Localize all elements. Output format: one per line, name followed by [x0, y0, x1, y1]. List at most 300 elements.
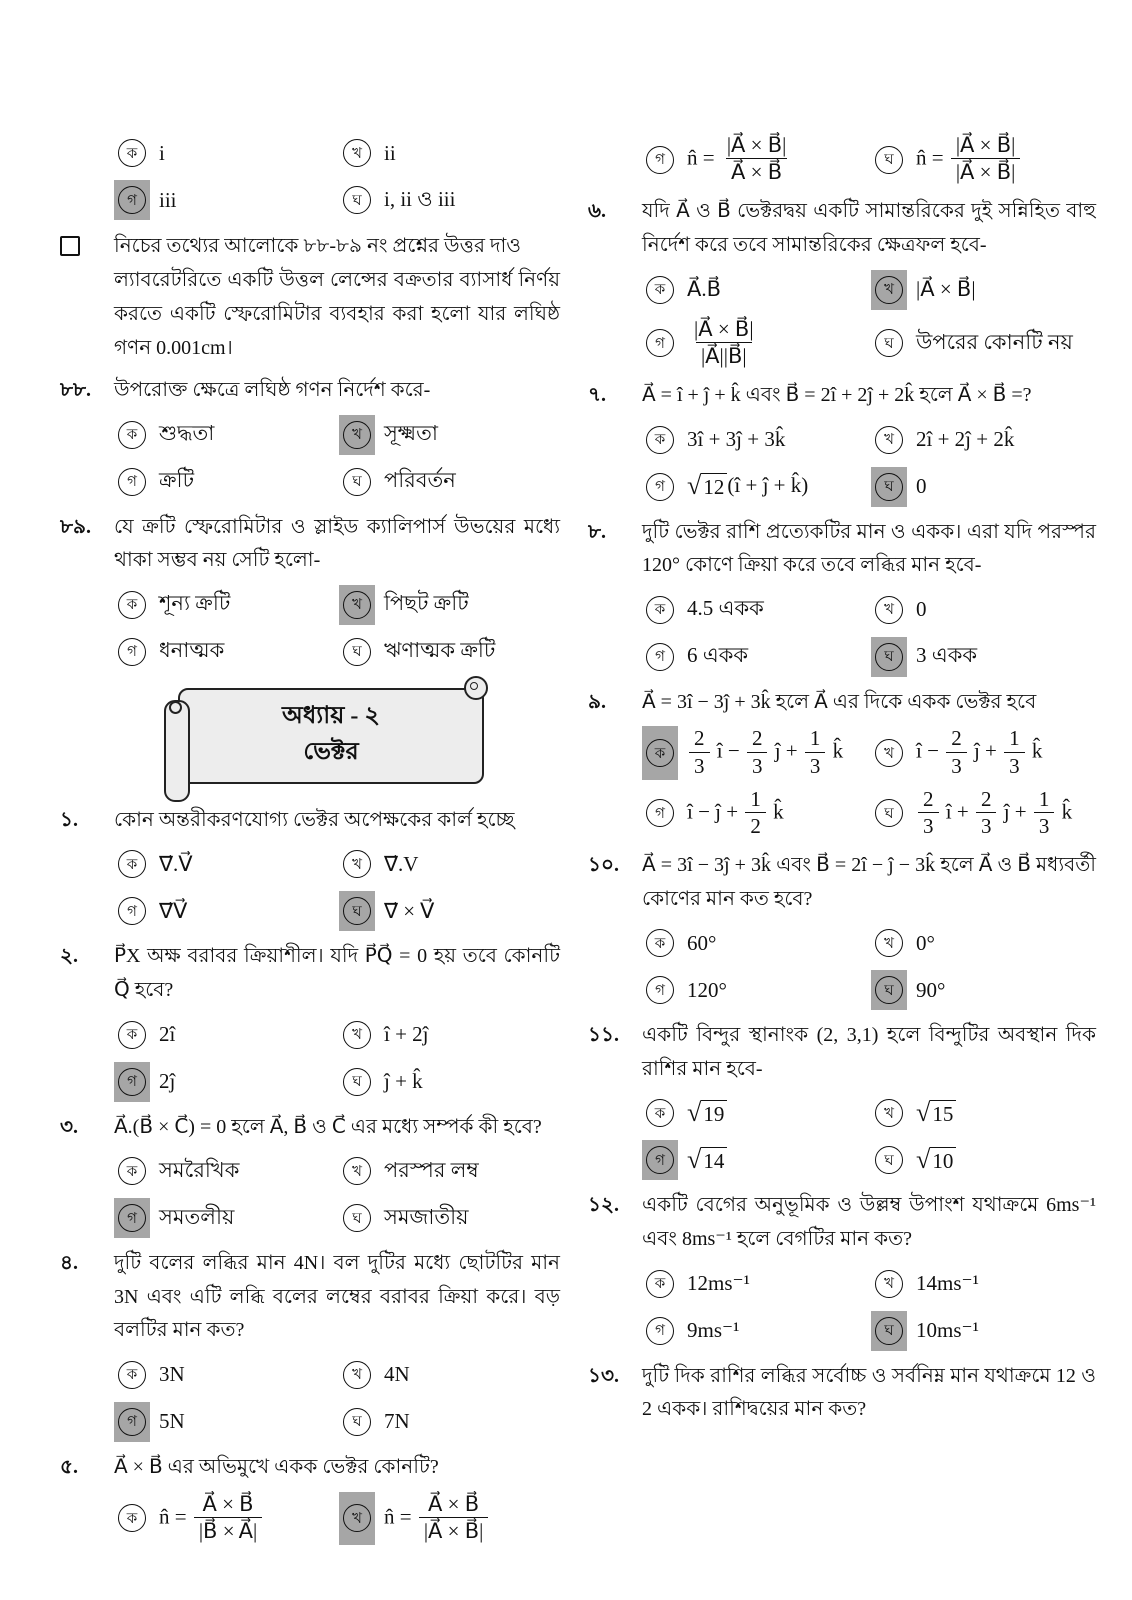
option	[339, 1355, 560, 1395]
sqrt-radicand: √ 10	[930, 1147, 956, 1174]
option-content	[159, 587, 230, 622]
option-letter: খ	[875, 596, 903, 624]
math-text: সমতলীয়	[159, 1204, 235, 1229]
question-number	[60, 126, 114, 220]
option-content	[687, 1147, 727, 1175]
option-content	[687, 931, 716, 956]
question-statement	[114, 940, 560, 1007]
option	[114, 1015, 335, 1055]
question-block	[588, 516, 1096, 677]
option-marker	[339, 844, 375, 884]
question-block	[588, 1360, 1096, 1427]
option-marker	[339, 1062, 375, 1102]
answer-highlight	[339, 891, 375, 931]
option	[114, 1492, 335, 1545]
option-content	[159, 1409, 185, 1434]
option-content	[687, 592, 764, 627]
option-content	[159, 634, 224, 669]
option	[642, 787, 867, 840]
fraction	[951, 133, 1021, 186]
question-number: ৮৯.	[60, 515, 91, 538]
question-number: ৮৮.	[60, 379, 91, 401]
question-body	[114, 374, 560, 502]
option	[642, 467, 867, 507]
option	[642, 590, 867, 630]
option	[871, 467, 1096, 507]
question-block	[588, 195, 1096, 370]
math-text: A⃗.B⃗	[687, 277, 722, 302]
options-grid	[642, 133, 1096, 186]
fraction-denominator: |A⃗||B⃗|	[696, 342, 752, 370]
fraction	[976, 787, 997, 840]
fraction	[747, 726, 768, 779]
option	[339, 1402, 560, 1442]
math-text: ∇⃗.V	[384, 851, 419, 876]
option	[642, 970, 867, 1010]
math-text: P⃗X অক্ষ বরাবর ক্রিয়াশীল। যদি P⃗Q⃗ = 0 হয় তবে কোনটি Q⃗ হবে?	[114, 945, 560, 1001]
option-letter: গ	[646, 1146, 674, 1174]
math-text: 12ms⁻¹	[687, 1271, 750, 1296]
math-text: শুদ্ধতা	[159, 421, 215, 446]
math-text: n̂ =	[916, 145, 949, 170]
option-marker	[114, 844, 150, 884]
options-grid	[642, 590, 1096, 677]
note-body	[114, 229, 560, 365]
fraction-denominator: 3	[689, 752, 710, 780]
math-text: ĵ +	[769, 738, 803, 763]
math-text: উপরোক্ত ক্ষেত্রে লঘিষ্ঠ গণন নির্দেশ করে-	[114, 379, 431, 401]
option	[642, 270, 867, 310]
option	[871, 1311, 1096, 1351]
note-heading: নিচের তথ্যের আলোকে ৮৮-৮৯ নং প্রশ্নের উত্তর দাও	[114, 235, 521, 257]
sqrt-expression	[916, 1100, 956, 1127]
option	[114, 1402, 335, 1442]
option-content	[916, 597, 927, 622]
math-text: A⃗ = 3î − 3ĵ + 3k̂ এবং B⃗ = 2î − ĵ − 3k̂ হলে A⃗ ও B⃗ মধ্যবর্তী কোণের মান কত হবে?	[642, 854, 1096, 910]
question-block	[588, 849, 1096, 1010]
math-text: A⃗.(B⃗ × C⃗) = 0 হলে A⃗, B⃗ ও C⃗ এর মধ্যে সম্পর্ক কী হবে?	[114, 1115, 542, 1138]
option-content	[687, 133, 793, 186]
option-marker	[642, 467, 678, 507]
option-letter: ক	[646, 426, 674, 454]
option-marker	[114, 1492, 150, 1545]
options-grid	[114, 133, 560, 220]
fraction	[946, 726, 967, 779]
option-marker	[871, 420, 907, 460]
question-statement	[114, 374, 560, 408]
question-body	[114, 940, 560, 1101]
option-marker	[642, 133, 678, 186]
fraction-denominator: |A⃗ × B⃗|	[419, 1517, 489, 1545]
option-marker	[871, 726, 907, 779]
option-letter: ঘ	[875, 329, 903, 357]
math-text: 2î + 2ĵ + 2k̂	[916, 427, 1015, 452]
option-marker	[339, 1151, 375, 1191]
option-marker	[871, 133, 907, 186]
question-statement	[114, 511, 560, 578]
option-content	[916, 1271, 979, 1296]
option-marker	[642, 787, 678, 840]
option	[339, 133, 560, 173]
math-text: î +	[940, 799, 974, 824]
option	[339, 462, 560, 502]
math-text: 10ms⁻¹	[916, 1318, 979, 1343]
option-marker	[114, 1015, 150, 1055]
fraction	[918, 787, 939, 840]
math-text: 7N	[384, 1409, 410, 1434]
question-number: ৯.	[588, 690, 606, 713]
question-block	[60, 940, 560, 1101]
question-number: ১৩.	[588, 1364, 619, 1387]
math-text: যে ক্রটি স্ফেরোমিটার ও স্লাইড ক্যালিপার্স উভয়ের মধ্যে থাকা সম্ভব নয় সেটি হলো-	[114, 515, 560, 572]
option	[871, 317, 1096, 370]
option-marker	[642, 637, 678, 677]
option-content	[916, 277, 976, 302]
question-body	[642, 126, 1096, 186]
math-text: 0	[916, 474, 927, 499]
option	[871, 1140, 1096, 1180]
question-body	[642, 379, 1096, 507]
option	[871, 1264, 1096, 1304]
question-statement	[642, 195, 1096, 262]
sqrt-radicand: √ 19	[701, 1100, 727, 1127]
math-text: দুটি বলের লব্ধির মান 4N। বল দুটির মধ্যে ছোটটির মান 3N এবং এটি লব্ধি বলের লম্বের বরাবর ক্রিয়া করে। বড় বলটির মান কত?	[114, 1252, 560, 1342]
options-grid	[114, 585, 560, 672]
option-content	[687, 473, 808, 501]
question-number: ৮.	[588, 520, 606, 543]
scroll-roll	[164, 700, 190, 802]
note-text: ল্যাবরেটরিতে একটি উত্তল লেন্সের বক্রতার ব্যাসার্ধ নির্ণয় করতে একটি স্ফেরোমিটার ব্যবহার করা হলো যার লঘিষ্ঠ গণন 0.001cm।	[114, 269, 560, 359]
question-body	[642, 1360, 1096, 1427]
option-marker	[339, 180, 375, 220]
fraction-denominator: |B⃗ × A⃗|	[194, 1517, 262, 1545]
options-grid	[642, 923, 1096, 1010]
option-letter: গ	[646, 976, 674, 1004]
option	[871, 1093, 1096, 1133]
sqrt-radicand: √ 15	[930, 1100, 956, 1127]
math-text: ĵ + k̂	[384, 1069, 423, 1094]
option	[114, 133, 335, 173]
option-marker	[871, 317, 907, 370]
option-letter: গ	[118, 1068, 146, 1096]
question-number: ২.	[60, 945, 79, 968]
option-letter: গ	[118, 468, 146, 496]
fraction-numerator: 2	[951, 726, 962, 751]
question-body	[642, 516, 1096, 677]
fraction-denominator: 3	[1034, 812, 1055, 840]
question-block	[60, 374, 560, 502]
option-letter: ক	[646, 1270, 674, 1298]
option	[339, 1198, 560, 1238]
option-content	[159, 1201, 234, 1236]
math-text: 5N	[159, 1409, 185, 1434]
option	[871, 787, 1096, 840]
math-text: n̂ =	[159, 1504, 192, 1529]
fraction	[689, 726, 710, 779]
math-text: একটি বেগের অনুভূমিক ও উল্লম্ব উপাংশ যথাক্রমে 6ms⁻¹ এবং 8ms⁻¹ হলে বেগটির মান কত?	[642, 1194, 1096, 1251]
option-marker	[642, 1264, 678, 1304]
math-text: 90°	[916, 977, 946, 1002]
question-statement	[642, 849, 1096, 916]
option	[339, 1015, 560, 1055]
option	[642, 1264, 867, 1304]
math-text: 4N	[384, 1362, 410, 1387]
option-marker	[642, 590, 678, 630]
math-text: ĵ +	[998, 799, 1032, 824]
option-letter: খ	[875, 1099, 903, 1127]
question-body	[642, 1019, 1096, 1180]
question-statement	[642, 686, 1096, 720]
options-grid	[114, 1015, 560, 1102]
answer-highlight	[871, 970, 907, 1010]
option-marker	[339, 133, 375, 173]
math-text: n̂ =	[384, 1504, 417, 1529]
math-text: (î + ĵ + k̂)	[727, 472, 809, 497]
option-letter: ঘ	[343, 638, 371, 666]
sqrt-expression	[687, 1147, 727, 1174]
option	[642, 1311, 867, 1351]
option-marker	[114, 1151, 150, 1191]
option-marker	[871, 590, 907, 630]
option-content	[384, 1362, 410, 1387]
chapter-banner	[164, 688, 484, 784]
question-block	[60, 1451, 560, 1545]
fraction	[1034, 787, 1055, 840]
option-marker	[642, 970, 678, 1010]
option-letter: খ	[875, 929, 903, 957]
option-content	[384, 464, 456, 499]
option-content	[384, 1492, 490, 1545]
math-text: সূক্ষ্মতা	[384, 421, 438, 446]
math-text: উপরের কোনটি নয়	[916, 329, 1073, 354]
math-text: k̂	[1056, 799, 1073, 824]
option-content	[916, 787, 1072, 840]
question-body	[642, 686, 1096, 840]
option-letter: ঘ	[343, 1408, 371, 1436]
math-text: n̂ =	[687, 145, 720, 170]
option-letter: খ	[343, 1157, 371, 1185]
options-block	[588, 126, 1096, 186]
math-text: পিছট ক্রটি	[384, 591, 469, 616]
option-letter: ঘ	[875, 1146, 903, 1174]
option	[871, 726, 1096, 779]
question-statement	[642, 516, 1096, 583]
option-letter: ক	[646, 739, 674, 767]
option-content	[687, 639, 748, 674]
option	[642, 317, 867, 370]
answer-highlight	[871, 637, 907, 677]
sqrt-expression	[687, 473, 727, 500]
option	[871, 270, 1096, 310]
option-marker	[114, 133, 150, 173]
math-text: একটি বিন্দুর স্থানাংক (2, 3,1) হলে বিন্দুটির অবস্থান দিক রাশির মান হবে-	[642, 1024, 1096, 1080]
math-text: î − ĵ +	[687, 799, 744, 824]
option-letter: গ	[646, 146, 674, 174]
sqrt-expression	[687, 1100, 727, 1127]
option-marker	[871, 1140, 907, 1180]
math-text: 3 একক	[916, 643, 978, 668]
options-grid	[114, 1492, 560, 1545]
math-text: k̂	[767, 799, 784, 824]
math-text: 14ms⁻¹	[916, 1271, 979, 1296]
question-block	[60, 511, 560, 672]
option-marker	[871, 1093, 907, 1133]
math-text: 9ms⁻¹	[687, 1318, 740, 1343]
option-content	[159, 1492, 264, 1545]
option-marker	[642, 420, 678, 460]
question-number: ১০.	[588, 854, 619, 877]
math-text: |A⃗ × B⃗|	[916, 277, 976, 302]
option-content	[384, 183, 455, 218]
math-text: A⃗ = î + ĵ + k̂ এবং B⃗ = 2î + 2ĵ + 2k̂ হলে A⃗ × B⃗ =?	[642, 383, 1032, 406]
option	[339, 180, 560, 220]
option-marker	[339, 1198, 375, 1238]
option-letter: ক	[118, 421, 146, 449]
option-letter: খ	[343, 1361, 371, 1389]
option	[871, 637, 1096, 677]
fraction-numerator: 2	[980, 786, 992, 811]
answer-highlight	[339, 1492, 375, 1545]
question-body	[642, 195, 1096, 370]
question-body	[114, 1247, 560, 1442]
option-content	[159, 899, 187, 924]
square-bullet-icon	[60, 236, 80, 256]
option	[642, 133, 867, 186]
option	[339, 1062, 560, 1102]
option-marker	[642, 1311, 678, 1351]
question-number: ৭.	[588, 383, 607, 406]
option-content	[687, 978, 727, 1003]
option-letter: গ	[118, 186, 146, 214]
option-letter: ঘ	[875, 473, 903, 501]
math-text: ঋণাত্মক ক্রটি	[384, 638, 496, 663]
option-marker	[114, 462, 150, 502]
math-text: i, ii ও iii	[384, 186, 456, 211]
option-content	[916, 978, 945, 1003]
option	[642, 726, 867, 779]
option-letter: গ	[646, 1317, 674, 1345]
math-text: 0°	[916, 930, 935, 955]
fraction-denominator: A⃗ × B⃗	[726, 158, 787, 186]
option	[339, 1492, 560, 1545]
fraction-denominator: 3	[1004, 752, 1025, 780]
option-content	[384, 1409, 410, 1434]
option-content	[384, 852, 418, 877]
option-letter: গ	[118, 1408, 146, 1436]
math-text: পরিবর্তন	[384, 468, 456, 493]
math-text: সমজাতীয়	[384, 1204, 469, 1229]
math-text: ধনাত্মক	[159, 638, 225, 663]
option	[871, 590, 1096, 630]
scroll-curl-icon	[464, 676, 488, 700]
fraction-numerator: 2	[923, 786, 934, 811]
option-letter: ক	[118, 850, 146, 878]
option-letter: গ	[646, 329, 674, 357]
math-text: A⃗ = 3î − 3ĵ + 3k̂ হলে A⃗ এর দিকে একক ভেক্টর হবে	[642, 690, 1037, 713]
option-content	[384, 899, 434, 924]
fraction-numerator: |A⃗ × B⃗|	[726, 133, 787, 157]
fraction-denominator: 3	[918, 812, 939, 840]
option-letter: ক	[118, 1361, 146, 1389]
option-letter: খ	[343, 421, 371, 449]
math-text: î + 2ĵ	[384, 1022, 429, 1047]
option-marker	[642, 317, 678, 370]
math-text: যদি A⃗ ও B⃗ ভেক্টরদ্বয় একটি সামান্তরিকের দুই সন্নিহিত বাহু নির্দেশ করে তবে সামান্তরিকের ক্ষেত্রফল হবে-	[642, 200, 1096, 256]
option	[871, 420, 1096, 460]
math-text: 0	[916, 597, 927, 622]
question-block	[60, 1111, 560, 1239]
option-letter: ক	[646, 276, 674, 304]
math-text: পরস্পর লম্ব	[384, 1157, 479, 1182]
math-text: i	[159, 140, 165, 165]
question-statement	[114, 804, 560, 838]
option-letter: ঘ	[875, 643, 903, 671]
options-grid	[642, 1093, 1096, 1180]
option-marker	[339, 1015, 375, 1055]
math-text: ∇⃗.V⃗	[159, 851, 193, 876]
option-content	[159, 1022, 175, 1047]
question-body	[114, 1111, 560, 1239]
option	[339, 891, 560, 931]
banner-chapter-name: ভেক্টর	[303, 738, 359, 765]
math-text: শূন্য ক্রটি	[159, 591, 231, 616]
option-letter: ঘ	[875, 799, 903, 827]
option-letter: গ	[646, 643, 674, 671]
option-content	[384, 1201, 469, 1236]
option-content	[384, 1022, 429, 1047]
option-letter: ঘ	[343, 186, 371, 214]
option-content	[687, 427, 785, 452]
sqrt-radicand: √ 14	[701, 1147, 727, 1174]
option-content	[159, 188, 177, 213]
note-bullet	[60, 229, 114, 365]
two-column-layout	[60, 126, 1096, 1554]
math-text: î −	[711, 738, 745, 763]
answer-highlight	[114, 1062, 150, 1102]
option-content	[916, 1318, 979, 1343]
question-statement	[642, 1360, 1096, 1427]
option-content	[159, 141, 165, 166]
fraction-denominator: 3	[747, 752, 768, 780]
option	[642, 1093, 867, 1133]
option-content	[916, 1147, 956, 1175]
option-letter: ক	[118, 1157, 146, 1185]
math-text: k̂	[1026, 738, 1043, 763]
option-letter: খ	[875, 426, 903, 454]
option	[871, 970, 1096, 1010]
option-letter: খ	[875, 739, 903, 767]
question-body	[114, 804, 560, 932]
option-letter: খ	[343, 850, 371, 878]
fraction-denominator: |A⃗ × B⃗|	[951, 158, 1021, 186]
option-letter: গ	[118, 1204, 146, 1232]
option-letter: গ	[646, 799, 674, 827]
answer-highlight	[642, 726, 678, 779]
option-content	[687, 726, 843, 779]
option-letter: ক	[118, 139, 146, 167]
option	[339, 1151, 560, 1191]
option-content	[384, 634, 495, 669]
option	[114, 1151, 335, 1191]
answer-highlight	[871, 1311, 907, 1351]
fraction-denominator: 3	[805, 752, 826, 780]
option-content	[384, 141, 396, 166]
question-statement	[642, 379, 1096, 413]
option	[642, 1140, 867, 1180]
fraction-numerator: 2	[694, 726, 705, 751]
option-marker	[871, 787, 907, 840]
option	[339, 844, 560, 884]
